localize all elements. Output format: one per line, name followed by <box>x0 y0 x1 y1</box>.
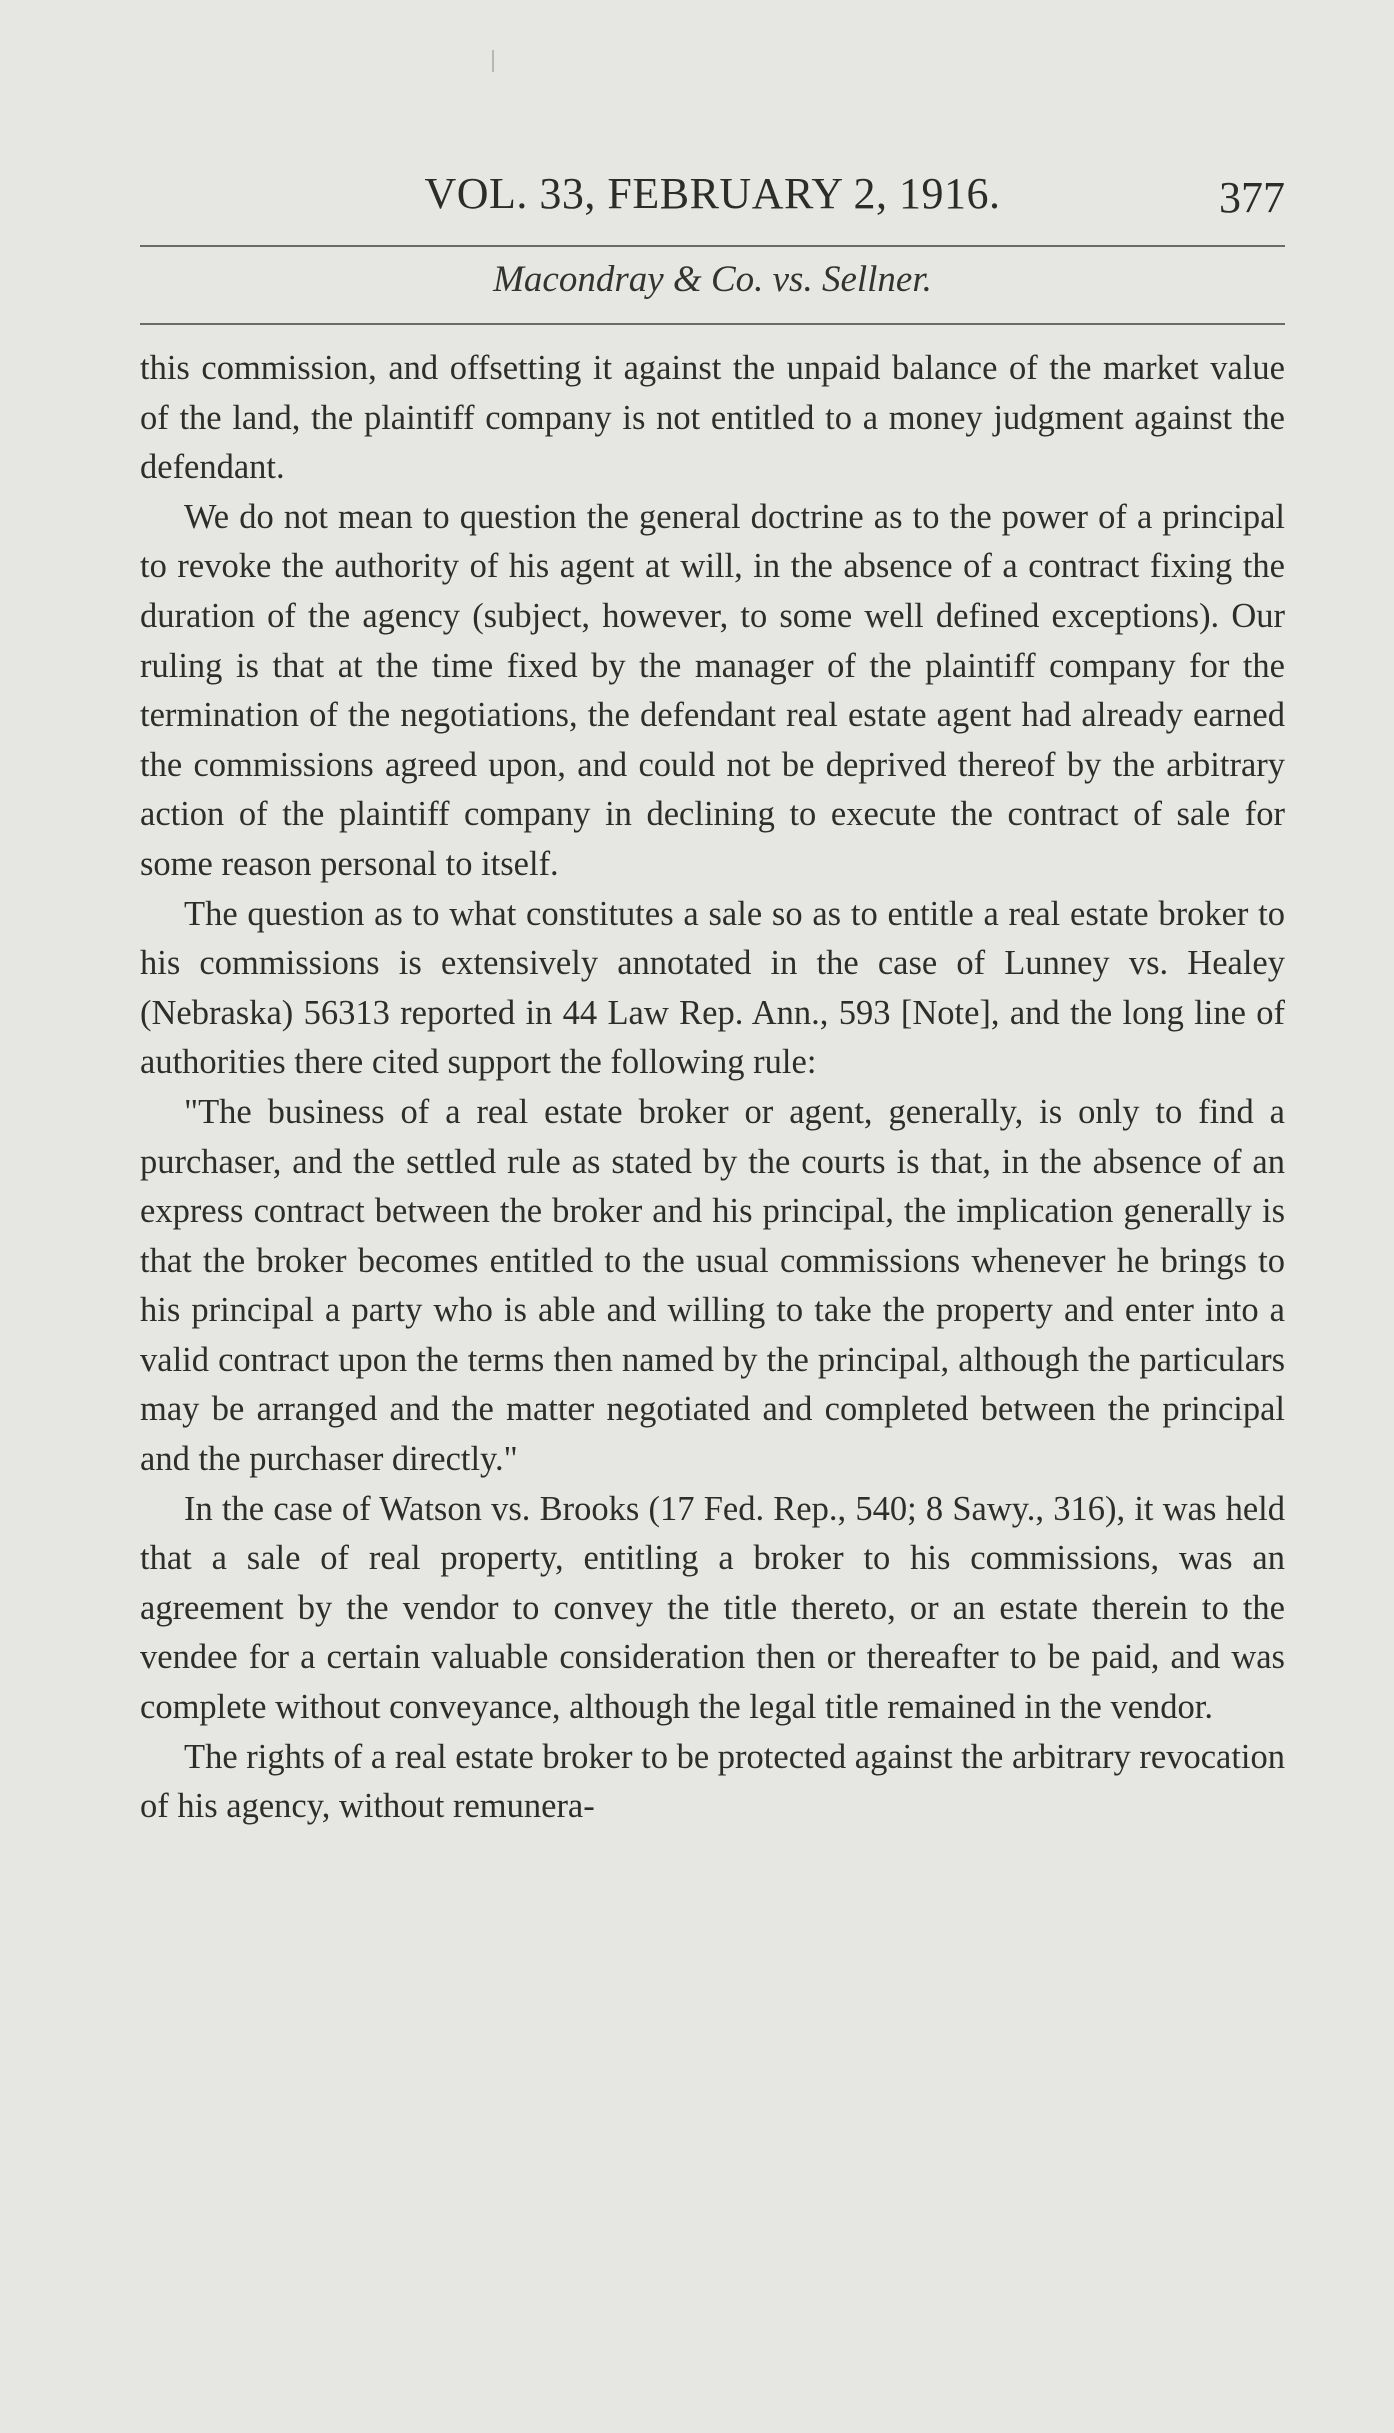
body-text <box>140 344 1285 1832</box>
paragraph: The rights of a real estate broker to be protected against the arbitrary revocation of his agency, without remunera- <box>140 1737 1285 1826</box>
header-rule-top <box>140 245 1285 247</box>
case-title: Macondray & Co. vs. Sellner. <box>493 259 932 300</box>
running-head: VOL. 33, FEBRUARY 2, 1916. <box>424 169 1001 218</box>
paragraph: We do not mean to question the general doctrine as to the power of a principal to revoke the authority of his agent at will, in the absence of a contract fixing the duration of the agency (subject, however, to some well defined exceptions). Our ruling is that at the time fixed by the manager of the plaintiff company for the termination of the negotiations, the defendant real estate agent had already earned the commissions agreed upon, and could not be deprived thereof by the arbitrary action of the plaintiff company in declining to execute the contract of sale for some reason personal to itself. <box>140 497 1285 883</box>
page-header <box>140 168 1285 240</box>
header-rule-bottom <box>140 323 1285 325</box>
quoted-paragraph: "The business of a real estate broker or agent, generally, is only to find a purchaser, and the settled rule as stated by the courts is that, in the absence of an express contract between the broker and his principal, the implication generally is that the broker becomes entitled to the usual commissions whenever he brings to his principal a party who is able and willing to take the property and enter into a valid contract upon the terms then named by the principal, although the particulars may be arranged and the matter negotiated and completed between the principal and the purchaser directly." <box>140 1092 1285 1479</box>
scan-artifact <box>492 50 494 72</box>
paragraph: The question as to what constitutes a sale so as to entitle a real estate broker to his commissions is extensively annotated in the case of Lunney vs. Healey (Nebraska) 56313 reported in 44 Law Rep. Ann., 593 [Note], and the long line of authorities there cited support the following rule: <box>140 894 1285 1082</box>
paragraph: this commission, and offsetting it against the unpaid balance of the market value of the land, the plaintiff company is not entitled to a money judgment against the defendant. <box>140 349 1285 487</box>
paragraph: In the case of Watson vs. Brooks (17 Fed. Rep., 540; 8 Sawy., 316), it was held that a sale of real property, entitling a broker to his commissions, was an agreement by the vendor to convey the title thereto, or an estate therein to the vendee for a certain valuable consideration then or thereafter to be paid, and was complete without conveyance, although the legal title remained in the vendor. <box>140 1489 1285 1727</box>
page-number: 377 <box>1219 173 1285 222</box>
